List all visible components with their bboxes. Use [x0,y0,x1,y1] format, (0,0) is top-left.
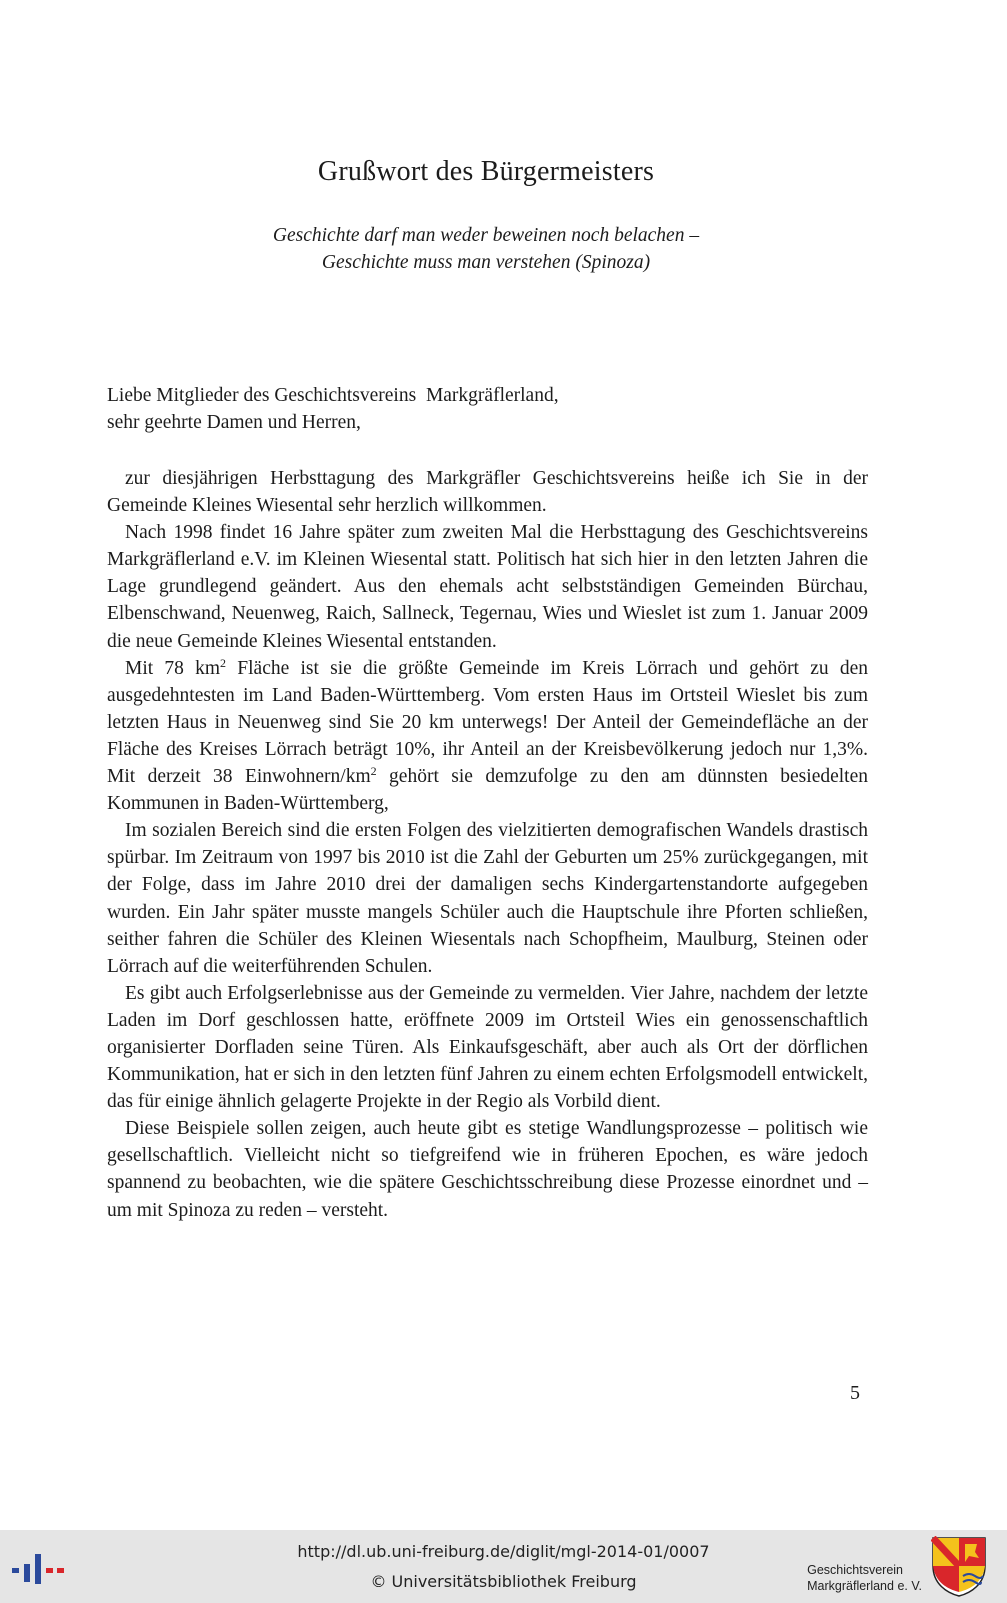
society-name-line-2: Markgräflerland e. V. [807,1579,922,1593]
page-title: Grußwort des Bürgermeisters [317,156,655,187]
body-text [107,465,868,1224]
superscript-2: 2 [220,655,227,670]
society-name-line-1: Geschichtsverein [807,1563,903,1577]
salutation [107,382,867,436]
paragraph-area-text-b: Fläche ist sie die größte Gemeinde im Kreis Lörrach und gehört zu den ausgedehntesten im Land Baden-Württemberg. Vom ersten Haus im Ortsteil Wieslet bis zum letzten Haus in Neuenweg sind Sie 20 km unterwegs! Der Anteil der Gemeindefläche an der Fläche des Kreises Lörrach beträgt 10%, ihr Anteil an der Kreisbevölkerung jedoch nur 1,3%. Mit derzeit 38 Einwohnern/km [107,657,868,788]
motto-line-1: Geschichte darf man weder beweinen noch belachen – [272,225,700,246]
paragraph-success: Es gibt auch Erfolgserlebnisse aus der Gemeinde zu vermelden. Vier Jahre, nachdem der letzte Laden im Dorf geschlossen hatte, eröffnete 2009 im Ortsteil Wies ein genossenschaftlich organisierter Dorfladen seine Türen. Als Einkaufsgeschäft, aber auch als Ort der dörflichen Kommunikation, hat er sich in den letzten fünf Jahren zu einem echten Erfolgsmodell entwickelt, das für einige ähnlich gelagerte Projekte in der Regio als Vorbild dient. [107,982,868,1113]
footer-copyright: © Universitätsbibliothek Freiburg [370,1572,637,1591]
footer-permalink[interactable]: http://dl.ub.uni-freiburg.de/diglit/mgl-2014-01/0007 [297,1542,710,1561]
paragraph-history: Nach 1998 findet 16 Jahre später zum zweiten Mal die Herbsttagung des Geschichtsvereins Markgräflerland e.V. im Kleinen Wiesental statt. Politisch hat sich hier in den letzten Jahren die Lage grundlegend geändert. Aus den ehemals acht selbstständigen Gemeinden Bürchau, Elbenschwand, Neuenweg, Raich, Sallneck, Tegernau, Wies und Wieslet ist zum 1. Januar 2009 die neue Gemeinde Kleines Wiesental entstanden. [107,522,868,652]
society-name [807,1562,922,1594]
paragraph-conclusion: Diese Beispiele sollen zeigen, auch heute gibt es stetige Wandlungsprozesse – politisch wie gesellschaftlich. Vielleicht nicht so tiefgreifend wie in früheren Epochen, es wäre jedoch spannend zu beobachten, wie die spätere Geschichtsschreibung diese Prozesse einordnet und – um mit Spinoza zu reden – versteht. [107,1118,868,1221]
paragraph-area [107,655,868,818]
salutation-line-1: Liebe Mitglieder des Geschichtsvereins Markgräflerland, [107,385,559,406]
paragraph-social: Im sozialen Bereich sind die ersten Folgen des vielzitierten demografischen Wandels drastisch spürbar. Im Zeitraum von 1997 bis 2010 ist die Zahl der Geburten um 25% zurückgegangen, mit der Folge, dass im Jahre 2010 drei der damaligen sechs Kindergartenstandorte aufgegeben wurden. Ein Jahr später musste mangels Schüler auch die Hauptschule ihre Pforten schließen, seither fahren die Schüler des Kleinen Wiesentals nach Schopfheim, Maulburg, Steinen oder Lörrach auf die weiterführenden Schulen. [107,820,868,977]
superscript-2: 2 [370,764,377,779]
page-number: 5 [850,1382,860,1404]
coat-of-arms-icon [931,1536,987,1598]
footer-bar [0,1530,1007,1603]
paragraph-welcome: zur diesjährigen Herbsttagung des Markgräfler Geschichtsvereins heiße ich Sie in der Gemeinde Kleines Wiesental sehr herzlich willkommen. [107,468,868,517]
motto-line-2: Geschichte muss man verstehen (Spinoza) [321,252,651,273]
motto-quote [0,222,972,276]
salutation-line-2: sehr geehrte Damen und Herren, [107,412,361,433]
paragraph-area-text-a: Mit 78 km [125,657,221,679]
paragraph-area-text-c: gehört sie demzufolge zu den am dünnsten besiedelten Kommunen in Baden-Württemberg, [107,766,868,815]
